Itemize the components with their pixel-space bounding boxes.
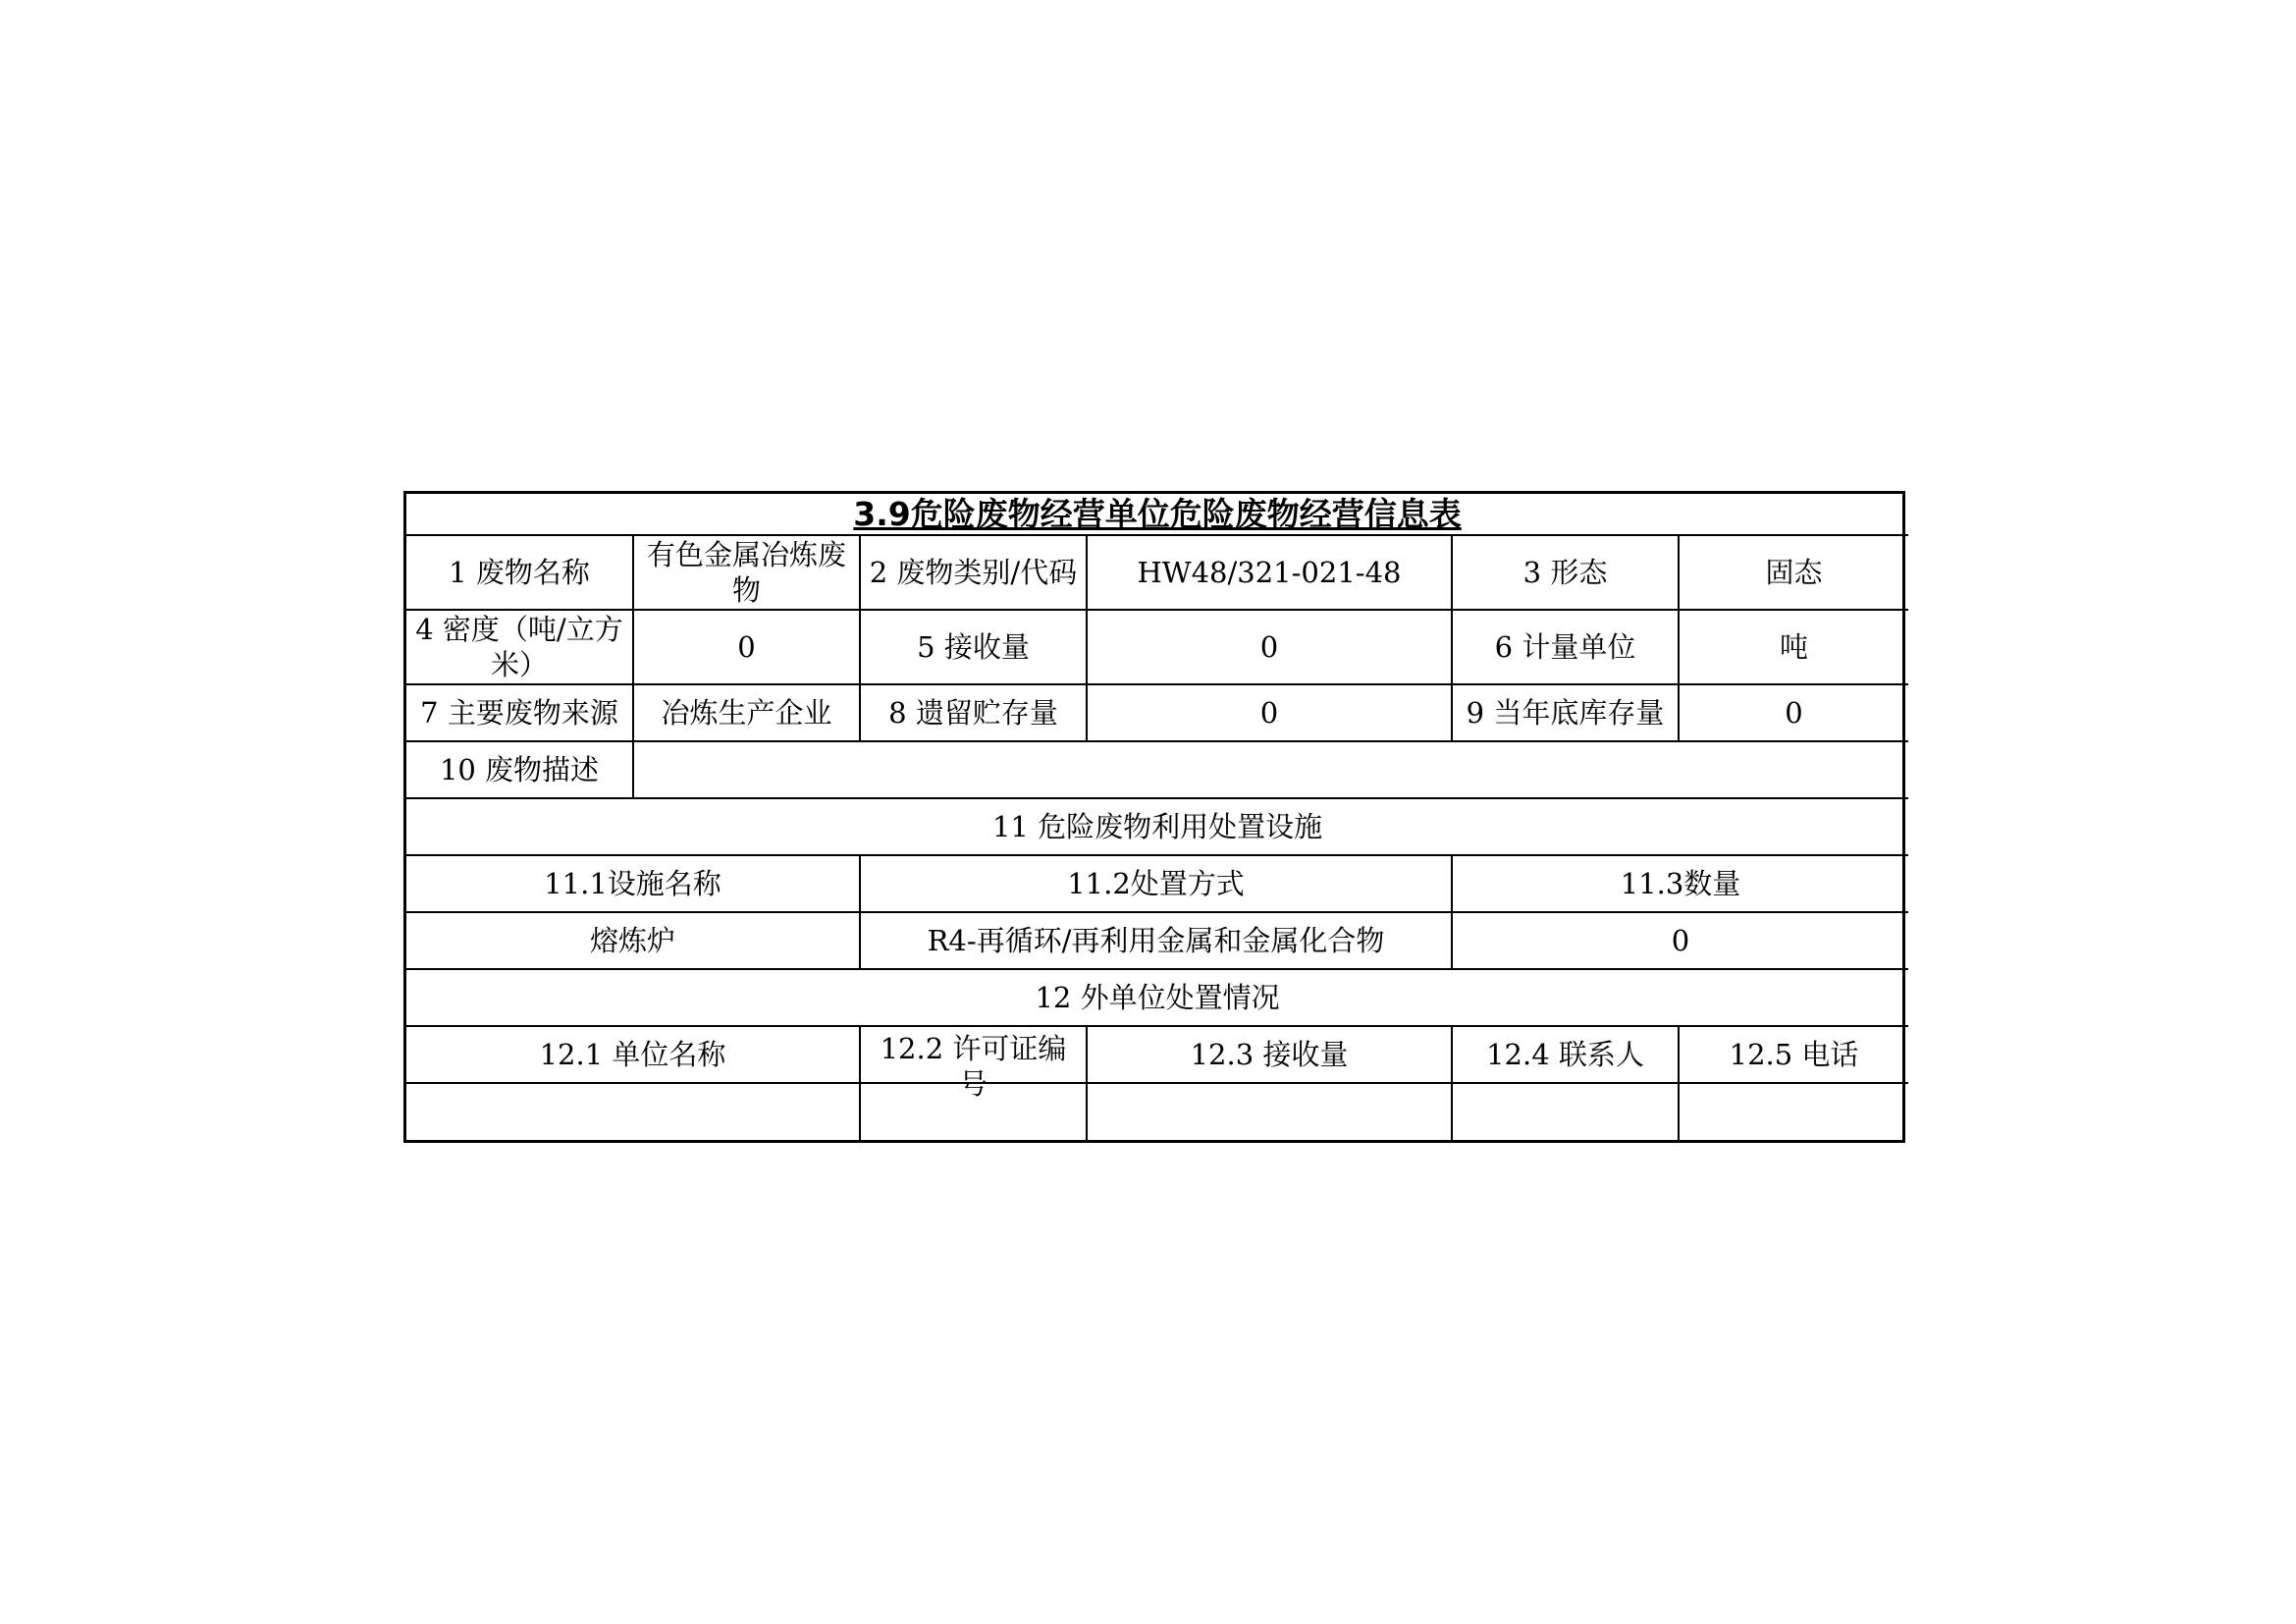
facility-quantity-cell: 0: [1452, 912, 1908, 969]
received-amount-label: 5 接收量: [860, 610, 1087, 684]
facility-quantity-header: 11.3数量: [1452, 855, 1908, 912]
unit-name-cell: [406, 1083, 860, 1140]
waste-category-value: HW48/321-021-48: [1087, 535, 1452, 610]
residual-storage-value: 0: [1087, 684, 1452, 741]
waste-category-label: 2 废物类别/代码: [860, 535, 1087, 610]
phone-cell: [1679, 1083, 1908, 1140]
external-received-cell: [1087, 1083, 1452, 1140]
year-end-stock-value: 0: [1679, 684, 1908, 741]
measure-unit-value: 吨: [1679, 610, 1908, 684]
waste-description-value: [633, 741, 1908, 798]
measure-unit-label: 6 计量单位: [1452, 610, 1679, 684]
waste-name-value: 有色金属冶炼废物: [633, 535, 860, 610]
disposal-method-header: 11.2处置方式: [860, 855, 1452, 912]
table-title: 3.9危险废物经营单位危险废物经营信息表: [406, 494, 1908, 535]
facility-name-header: 11.1设施名称: [406, 855, 860, 912]
waste-source-label: 7 主要废物来源: [406, 684, 633, 741]
phone-header: 12.5 电话: [1679, 1026, 1908, 1083]
license-number-header: [860, 1026, 1087, 1101]
table-row: [406, 912, 1908, 969]
license-number-header-text: 12.2 许可证编号: [880, 1032, 1067, 1101]
disposal-method-cell: R4-再循环/再利用金属和金属化合物: [860, 912, 1452, 969]
waste-source-value: 冶炼生产企业: [633, 684, 860, 741]
waste-info-sheet: [403, 491, 1905, 1143]
waste-description-label: 10 废物描述: [406, 741, 633, 798]
contact-person-header: 12.4 联系人: [1452, 1026, 1679, 1083]
received-amount-value: 0: [1087, 610, 1452, 684]
waste-info-table: [406, 494, 1908, 1140]
density-label: 4 密度（吨/立方米）: [406, 610, 633, 684]
residual-storage-label: 8 遗留贮存量: [860, 684, 1087, 741]
waste-form-value: 固态: [1679, 535, 1908, 610]
density-value: 0: [633, 610, 860, 684]
waste-name-label: 1 废物名称: [406, 535, 633, 610]
table-row: [406, 1083, 1908, 1140]
facility-name-cell: 熔炼炉: [406, 912, 860, 969]
external-section-title: 12 外单位处置情况: [406, 969, 1908, 1026]
unit-name-header: 12.1 单位名称: [406, 1026, 860, 1083]
year-end-stock-label: 9 当年底库存量: [1452, 684, 1679, 741]
facilities-section-title: 11 危险废物利用处置设施: [406, 798, 1908, 855]
contact-person-cell: [1452, 1083, 1679, 1140]
external-received-header: 12.3 接收量: [1087, 1026, 1452, 1083]
waste-form-label: 3 形态: [1452, 535, 1679, 610]
